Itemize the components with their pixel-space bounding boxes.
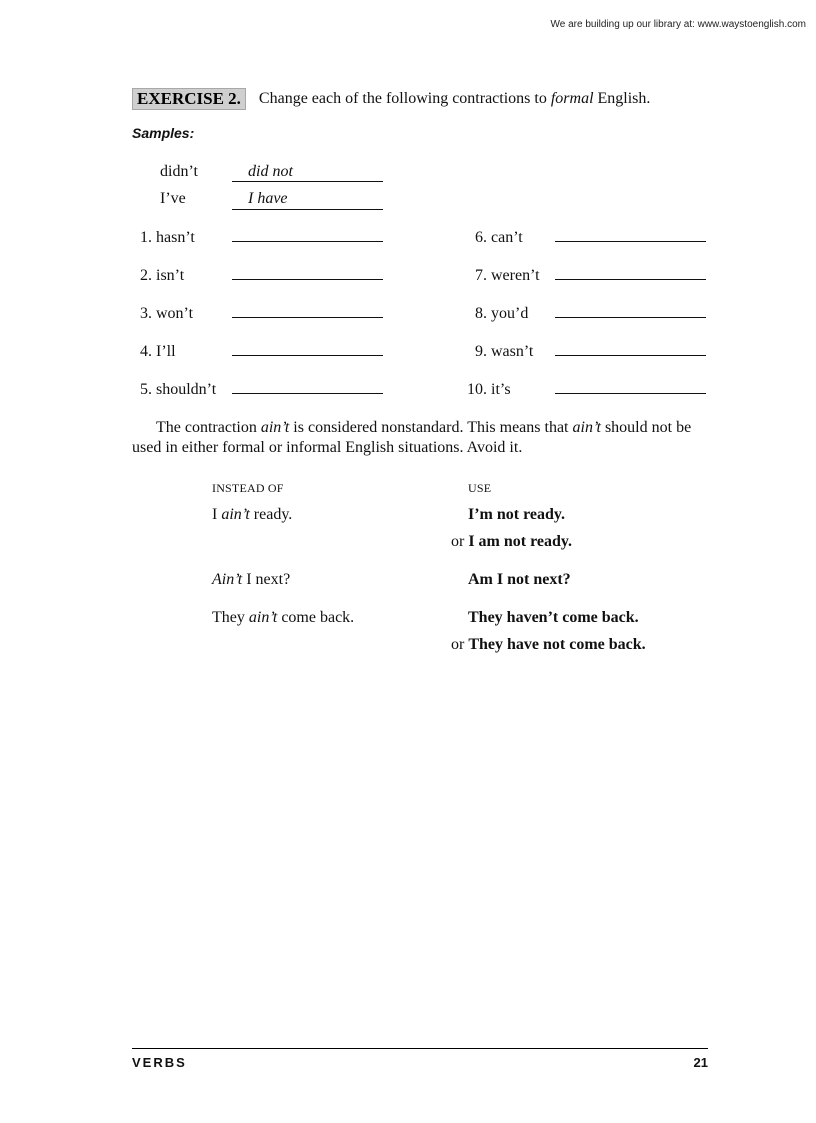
use-row-2: Am I not next? bbox=[468, 571, 571, 588]
sample-contraction-1: didn’t bbox=[160, 163, 198, 180]
sample-contraction-2: I’ve bbox=[160, 190, 186, 207]
paragraph-text: is considered nonstandard. This means that bbox=[289, 419, 573, 436]
exercise-item-9 bbox=[475, 342, 533, 362]
item-number: 1. bbox=[140, 229, 152, 246]
item-word: it’s bbox=[491, 381, 511, 398]
item-number: 3. bbox=[140, 305, 152, 322]
item-number: 10. bbox=[467, 381, 487, 398]
exercise-label: EXERCISE 2. bbox=[132, 88, 246, 110]
instead-emphasis: ain’t bbox=[221, 506, 250, 523]
item-word: shouldn’t bbox=[156, 381, 217, 398]
sample-answer-2: I have bbox=[248, 190, 288, 207]
or-word: or bbox=[451, 636, 465, 653]
page-number: 21 bbox=[693, 1055, 708, 1070]
or-word: or bbox=[451, 533, 465, 550]
item-number: 2. bbox=[140, 267, 152, 284]
exercise-item-8 bbox=[475, 304, 528, 324]
samples-label: Samples: bbox=[132, 125, 195, 141]
answer-line-8[interactable] bbox=[555, 317, 706, 318]
instruction-text-2: English. bbox=[593, 90, 651, 107]
exercise-item-2 bbox=[140, 266, 184, 286]
aint-explanation-paragraph bbox=[132, 418, 708, 458]
item-word: wasn’t bbox=[491, 343, 534, 360]
use-header: USE bbox=[468, 481, 492, 495]
paragraph-text: The contraction bbox=[156, 419, 261, 436]
exercise-item-10 bbox=[467, 380, 511, 400]
instead-text: come back. bbox=[277, 609, 355, 626]
use-text: I am not ready. bbox=[468, 533, 573, 550]
header-note: We are building up our library at: www.waystoenglish.com bbox=[550, 19, 806, 30]
paragraph-emphasis: ain’t bbox=[572, 419, 601, 436]
instead-row-2 bbox=[212, 570, 290, 590]
instead-text: They bbox=[212, 609, 249, 626]
instead-of-header: INSTEAD OF bbox=[212, 481, 284, 495]
instead-text: ready. bbox=[249, 506, 293, 523]
instruction-text-1: Change each of the following contractions to bbox=[258, 90, 551, 107]
instead-text: I next? bbox=[242, 571, 291, 588]
use-row-3b bbox=[451, 635, 646, 655]
sample-answer-line-2 bbox=[232, 209, 383, 210]
answer-line-7[interactable] bbox=[555, 279, 706, 280]
item-word: weren’t bbox=[491, 267, 540, 284]
instruction-emphasis: formal bbox=[550, 90, 594, 107]
item-word: won’t bbox=[156, 305, 194, 322]
footer-rule bbox=[132, 1048, 708, 1049]
answer-line-4[interactable] bbox=[232, 355, 383, 356]
exercise-item-5 bbox=[140, 380, 216, 400]
paragraph-text: should not be used in either formal or informal English situations. Avoid it. bbox=[132, 419, 692, 456]
instead-emphasis: ain’t bbox=[248, 609, 278, 626]
item-word: you’d bbox=[491, 305, 529, 322]
instead-row-1 bbox=[212, 505, 292, 525]
answer-line-1[interactable] bbox=[232, 241, 383, 242]
item-word: isn’t bbox=[156, 267, 185, 284]
use-row-1a: I’m not ready. bbox=[468, 506, 566, 523]
use-text: They have not come back. bbox=[468, 636, 646, 653]
item-number: 8. bbox=[475, 305, 487, 322]
instead-text: I bbox=[212, 506, 222, 523]
answer-line-2[interactable] bbox=[232, 279, 383, 280]
sample-answer-1: did not bbox=[248, 163, 293, 180]
item-number: 9. bbox=[475, 343, 487, 360]
footer-section-title: VERBS bbox=[132, 1055, 187, 1070]
exercise-item-1 bbox=[140, 228, 195, 248]
exercise-instruction bbox=[259, 90, 650, 108]
exercise-item-4 bbox=[140, 342, 176, 362]
exercise-item-6 bbox=[475, 228, 523, 248]
paragraph-emphasis: ain’t bbox=[260, 419, 290, 436]
item-number: 6. bbox=[475, 229, 487, 246]
answer-line-6[interactable] bbox=[555, 241, 706, 242]
exercise-item-3 bbox=[140, 304, 193, 324]
item-word: hasn’t bbox=[156, 229, 195, 246]
exercise-item-7 bbox=[475, 266, 540, 286]
answer-line-3[interactable] bbox=[232, 317, 383, 318]
item-number: 5. bbox=[140, 381, 152, 398]
answer-line-5[interactable] bbox=[232, 393, 383, 394]
answer-line-9[interactable] bbox=[555, 355, 706, 356]
item-number: 7. bbox=[475, 267, 487, 284]
item-word: I’ll bbox=[156, 343, 176, 360]
item-number: 4. bbox=[140, 343, 152, 360]
answer-line-10[interactable] bbox=[555, 393, 706, 394]
instead-emphasis: Ain’t bbox=[212, 571, 243, 588]
use-row-1b bbox=[451, 532, 572, 552]
use-row-3a: They haven’t come back. bbox=[468, 609, 639, 626]
sample-answer-line-1 bbox=[232, 181, 383, 182]
item-word: can’t bbox=[491, 229, 523, 246]
instead-row-3 bbox=[212, 608, 354, 628]
exercise-heading bbox=[132, 88, 650, 110]
